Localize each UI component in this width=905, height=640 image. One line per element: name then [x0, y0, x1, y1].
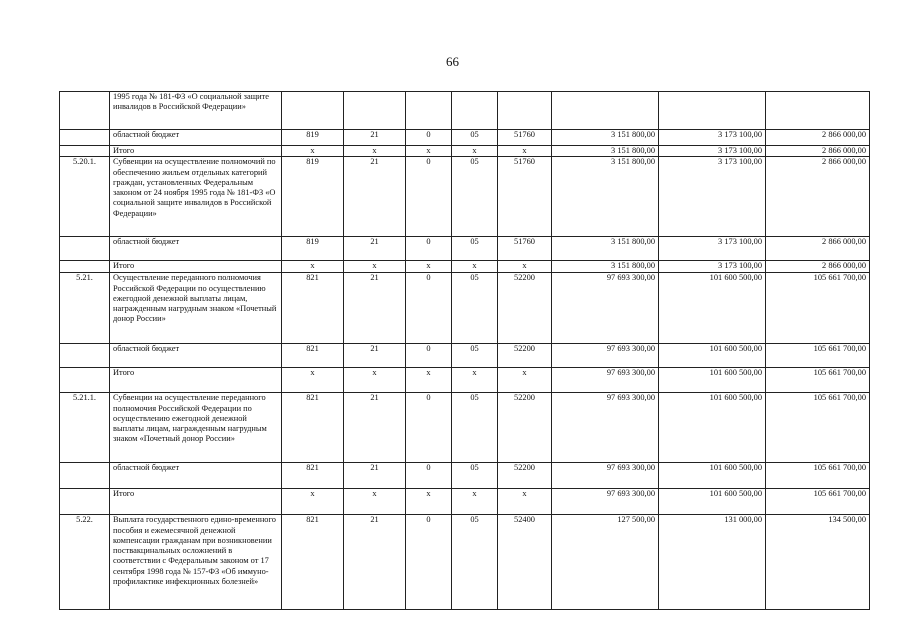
amount-cell: 134 500,00: [766, 515, 870, 610]
code-cell: 821: [282, 463, 344, 489]
code-cell: 05: [452, 130, 498, 146]
amount-cell: 3 151 800,00: [552, 237, 659, 261]
amount-cell: 2 866 000,00: [766, 157, 870, 237]
code-cell: [282, 92, 344, 130]
page-number: 66: [446, 54, 459, 69]
amount-cell: 2 866 000,00: [766, 261, 870, 273]
row-number-cell: [60, 130, 110, 146]
amount-cell: 101 600 500,00: [659, 273, 766, 344]
code-cell: х: [498, 261, 552, 273]
amount-cell: 97 693 300,00: [552, 344, 659, 368]
code-cell: 21: [344, 463, 406, 489]
code-cell: 0: [406, 273, 452, 344]
table-row: [60, 489, 870, 515]
description-cell: областной бюджет: [110, 344, 282, 368]
table-row: [60, 261, 870, 273]
code-cell: 52400: [498, 515, 552, 610]
amount-cell: 2 866 000,00: [766, 146, 870, 157]
code-cell: х: [452, 489, 498, 515]
code-cell: х: [406, 261, 452, 273]
amount-cell: 101 600 500,00: [659, 368, 766, 393]
code-cell: х: [406, 368, 452, 393]
code-cell: 52200: [498, 393, 552, 463]
amount-cell: [659, 92, 766, 130]
amount-cell: 97 693 300,00: [552, 463, 659, 489]
code-cell: х: [344, 261, 406, 273]
row-number-cell: 5.20.1.: [60, 157, 110, 237]
code-cell: 0: [406, 515, 452, 610]
description-cell: Субвенции на осуществление полномочий по обеспечению жильем отдельных категорий граждан, установленных Федеральным законом от 24 ноября 1995 года № 181-ФЗ «О социальной защите инвалидов в Российской Федерации»: [110, 157, 282, 237]
amount-cell: 97 693 300,00: [552, 489, 659, 515]
table-row: [60, 393, 870, 463]
code-cell: х: [498, 489, 552, 515]
amount-cell: 3 151 800,00: [552, 261, 659, 273]
code-cell: 52200: [498, 463, 552, 489]
amount-cell: 2 866 000,00: [766, 237, 870, 261]
description-cell: областной бюджет: [110, 463, 282, 489]
row-number-cell: [60, 146, 110, 157]
code-cell: х: [406, 146, 452, 157]
code-cell: 52200: [498, 273, 552, 344]
code-cell: 21: [344, 515, 406, 610]
amount-cell: 3 151 800,00: [552, 130, 659, 146]
budget-table: [59, 91, 870, 610]
amount-cell: 3 173 100,00: [659, 237, 766, 261]
amount-cell: 105 661 700,00: [766, 463, 870, 489]
table-row: [60, 157, 870, 237]
code-cell: 821: [282, 344, 344, 368]
code-cell: 819: [282, 157, 344, 237]
amount-cell: 3 173 100,00: [659, 130, 766, 146]
code-cell: [406, 92, 452, 130]
row-number-cell: [60, 489, 110, 515]
code-cell: х: [452, 146, 498, 157]
amount-cell: 105 661 700,00: [766, 368, 870, 393]
amount-cell: 105 661 700,00: [766, 344, 870, 368]
table-row: [60, 368, 870, 393]
description-cell: Осуществление переданного полномочия Российской Федерации по осуществлению ежегодной денежной выплаты лицам, награжденным нагрудным знаком «Почетный донор России»: [110, 273, 282, 344]
amount-cell: [766, 92, 870, 130]
code-cell: 821: [282, 393, 344, 463]
code-cell: 0: [406, 463, 452, 489]
table-row: [60, 463, 870, 489]
code-cell: х: [344, 146, 406, 157]
code-cell: х: [282, 146, 344, 157]
code-cell: 21: [344, 393, 406, 463]
amount-cell: [552, 92, 659, 130]
amount-cell: 105 661 700,00: [766, 273, 870, 344]
amount-cell: 3 151 800,00: [552, 146, 659, 157]
code-cell: [498, 92, 552, 130]
row-number-cell: [60, 261, 110, 273]
table-row: [60, 146, 870, 157]
code-cell: 21: [344, 344, 406, 368]
code-cell: х: [282, 489, 344, 515]
code-cell: 05: [452, 273, 498, 344]
description-cell: Итого: [110, 146, 282, 157]
code-cell: 0: [406, 237, 452, 261]
amount-cell: 3 173 100,00: [659, 157, 766, 237]
table-body: [60, 92, 870, 610]
description-cell: областной бюджет: [110, 130, 282, 146]
code-cell: 21: [344, 237, 406, 261]
description-cell: областной бюджет: [110, 237, 282, 261]
row-number-cell: [60, 237, 110, 261]
code-cell: 51760: [498, 237, 552, 261]
row-number-cell: 5.21.1.: [60, 393, 110, 463]
amount-cell: 105 661 700,00: [766, 393, 870, 463]
code-cell: 21: [344, 157, 406, 237]
code-cell: х: [498, 368, 552, 393]
code-cell: 819: [282, 237, 344, 261]
code-cell: 819: [282, 130, 344, 146]
description-cell: Итого: [110, 261, 282, 273]
amount-cell: 101 600 500,00: [659, 393, 766, 463]
code-cell: х: [452, 368, 498, 393]
code-cell: х: [344, 489, 406, 515]
row-number-cell: [60, 463, 110, 489]
code-cell: х: [282, 368, 344, 393]
description-cell: 1995 года № 181-ФЗ «О социальной защите инвалидов в Российской Федерации»: [110, 92, 282, 130]
amount-cell: 3 173 100,00: [659, 146, 766, 157]
code-cell: 21: [344, 130, 406, 146]
code-cell: 05: [452, 237, 498, 261]
description-cell: Итого: [110, 368, 282, 393]
code-cell: 51760: [498, 130, 552, 146]
code-cell: 51760: [498, 157, 552, 237]
description-cell: Выплата государственного едино-временного пособия и ежемесячной денежной компенсации гражданам при возникновении поствакцинальных осложнений в соответствии с Федеральным законом от 17 сентября 1998 года № 157-ФЗ «Об иммуно-профилактике инфекционных болезней»: [110, 515, 282, 610]
amount-cell: 2 866 000,00: [766, 130, 870, 146]
table-row: [60, 130, 870, 146]
row-number-cell: 5.22.: [60, 515, 110, 610]
code-cell: 05: [452, 344, 498, 368]
amount-cell: 101 600 500,00: [659, 463, 766, 489]
amount-cell: 127 500,00: [552, 515, 659, 610]
code-cell: х: [282, 261, 344, 273]
description-cell: Субвенции на осуществление переданного полномочия Российской Федерации по осуществлению ежегодной денежной выплаты лицам, награжденным нагрудным знаком «Почетный донор России»: [110, 393, 282, 463]
row-number-cell: 5.21.: [60, 273, 110, 344]
amount-cell: 97 693 300,00: [552, 273, 659, 344]
amount-cell: 105 661 700,00: [766, 489, 870, 515]
amount-cell: 3 151 800,00: [552, 157, 659, 237]
code-cell: 21: [344, 273, 406, 344]
code-cell: х: [406, 489, 452, 515]
amount-cell: 97 693 300,00: [552, 393, 659, 463]
code-cell: х: [452, 261, 498, 273]
row-number-cell: [60, 92, 110, 130]
code-cell: 05: [452, 463, 498, 489]
amount-cell: 131 000,00: [659, 515, 766, 610]
amount-cell: 3 173 100,00: [659, 261, 766, 273]
code-cell: 0: [406, 130, 452, 146]
table-row: [60, 515, 870, 610]
table-row: [60, 237, 870, 261]
code-cell: 0: [406, 344, 452, 368]
code-cell: [344, 92, 406, 130]
table-row: [60, 273, 870, 344]
description-cell: Итого: [110, 489, 282, 515]
code-cell: х: [498, 146, 552, 157]
code-cell: 0: [406, 393, 452, 463]
code-cell: 05: [452, 515, 498, 610]
amount-cell: 97 693 300,00: [552, 368, 659, 393]
code-cell: 0: [406, 157, 452, 237]
code-cell: 821: [282, 273, 344, 344]
code-cell: х: [344, 368, 406, 393]
code-cell: 52200: [498, 344, 552, 368]
code-cell: [452, 92, 498, 130]
row-number-cell: [60, 344, 110, 368]
code-cell: 05: [452, 157, 498, 237]
table-row: [60, 92, 870, 130]
amount-cell: 101 600 500,00: [659, 489, 766, 515]
amount-cell: 101 600 500,00: [659, 344, 766, 368]
table-row: [60, 344, 870, 368]
code-cell: 821: [282, 515, 344, 610]
row-number-cell: [60, 368, 110, 393]
code-cell: 05: [452, 393, 498, 463]
